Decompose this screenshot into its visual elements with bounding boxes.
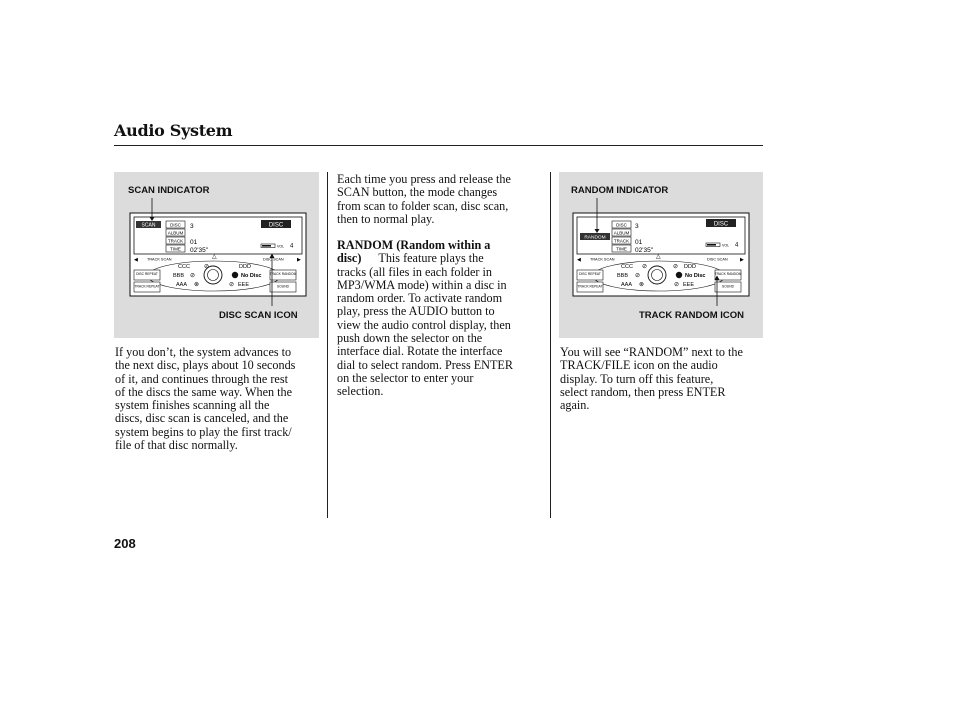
track-repeat-button: TRACK REPEAT (577, 284, 603, 289)
ccc-disc-icon: ⊘ (642, 264, 648, 270)
no-disc-icon (232, 272, 238, 278)
text-line: display. To turn off this feature, (560, 371, 714, 386)
disc-badge-label: DISC (268, 222, 284, 229)
prev-arrow-icon: ◀ (134, 257, 138, 263)
text-line: of it, and continues through the rest (115, 371, 288, 386)
dial-aaa: AAA (176, 282, 188, 288)
text-line: select random, then press ENTER (560, 384, 726, 399)
eee-disc-icon: ⊘ (674, 282, 680, 288)
random-audio-unit-illustration (559, 172, 763, 338)
disc-label: DISC (616, 222, 627, 228)
dial-bbb: BBB (173, 273, 185, 279)
dial-eee: EEE (683, 282, 695, 288)
text-line: Each time you press and release the (337, 172, 511, 186)
text-line (337, 252, 513, 265)
aaa-disc-icon: ⊗ (194, 282, 200, 288)
album-label: ALBUM (613, 230, 630, 236)
text-line: You will see “RANDOM” next to the (560, 345, 743, 359)
disc-number: 3 (635, 223, 639, 230)
random-mode-label: RANDOM (584, 235, 606, 241)
prev-arrow-icon: ◀ (577, 257, 581, 263)
text-line: MP3/WMA mode) within a disc in (337, 277, 507, 292)
text-line: play, press the AUDIO button to (337, 304, 495, 319)
text-line: push down the selector on the (337, 331, 483, 346)
eject-icon: △ (212, 254, 217, 260)
text-line: then to normal play. (337, 211, 435, 226)
title-rule (114, 145, 763, 146)
column-divider-right (550, 172, 551, 518)
text-line: selection. (337, 384, 384, 399)
right-column-paragraph (560, 346, 743, 412)
vol-label: VOL (722, 243, 730, 248)
random-heading-continued: disc) (337, 251, 362, 266)
eject-icon: △ (656, 254, 661, 260)
random-intro-text: This feature plays the (378, 251, 484, 266)
text-line: If you don’t, the system advances to (115, 345, 292, 359)
text-line: again. (560, 398, 590, 413)
sound-button: SOUND (722, 284, 734, 289)
dial-ccc: CCC (621, 264, 633, 270)
dial-ccc: CCC (178, 264, 190, 270)
aaa-disc-icon: ⊗ (639, 282, 645, 288)
elapsed-time: 02'35" (635, 247, 654, 254)
disc-label: DISC (170, 222, 181, 228)
random-heading: RANDOM (Random within a (337, 238, 491, 252)
eee-disc-icon: ⊘ (229, 282, 235, 288)
text-line: on the selector to enter your (337, 370, 474, 385)
text-line: tracks (all files in each folder in (337, 264, 492, 279)
disc-scan-icon-caption: DISC SCAN ICON (219, 310, 298, 321)
album-label: ALBUM (167, 230, 184, 236)
dial-bbb: BBB (617, 273, 629, 279)
scan-figure-panel (114, 172, 319, 338)
disc-scan-label: DISC SCAN (707, 257, 728, 262)
text-line: discs, disc scan is canceled, and the (115, 411, 289, 426)
dial-ddd: DDD (684, 264, 696, 270)
scan-mode-label: SCAN (141, 222, 156, 229)
column-divider-left (327, 172, 328, 518)
left-column-paragraph (115, 346, 295, 452)
text-line: from scan to folder scan, disc scan, (337, 198, 509, 213)
no-disc-icon (676, 272, 682, 278)
elapsed-time: 02'35" (190, 247, 209, 254)
dial-ddd: DDD (239, 264, 251, 270)
vol-value: 4 (735, 242, 739, 249)
track-number: 01 (190, 239, 198, 246)
dial-aaa: AAA (621, 282, 633, 288)
text-line: file of that disc normally. (115, 438, 238, 453)
text-line: random order. To activate random (337, 291, 503, 306)
track-repeat-button: TRACK REPEAT (134, 284, 160, 289)
text-line: the next disc, plays about 10 seconds (115, 358, 296, 373)
next-arrow-icon: ▶ (297, 257, 301, 263)
dial-no-disc: No Disc (685, 273, 706, 279)
next-arrow-icon: ▶ (740, 257, 744, 263)
random-section (337, 239, 513, 399)
random-figure-panel (559, 172, 763, 338)
text-line: TRACK/FILE icon on the audio (560, 358, 718, 373)
vol-value: 4 (290, 243, 294, 250)
page-number: 208 (114, 536, 136, 551)
text-line: of the discs the same way. When the (115, 384, 293, 399)
time-label: TIME (170, 246, 181, 252)
dial-no-disc: No Disc (241, 273, 262, 279)
bbb-disc-icon: ⊘ (190, 273, 196, 279)
track-label: TRACK (167, 238, 184, 244)
text-line: interface dial. Rotate the interface (337, 344, 503, 359)
middle-column-intro (337, 173, 511, 226)
text-line: dial to select random. Press ENTER (337, 357, 514, 372)
track-random-button: TRACK RANDOM (714, 272, 742, 276)
disc-badge-label: DISC (713, 221, 729, 228)
scan-audio-unit-illustration (114, 172, 319, 338)
disc-repeat-button: DISC REPEAT (136, 272, 158, 276)
text-line: system finishes scanning all the (115, 398, 270, 413)
time-label: TIME (616, 246, 627, 252)
track-random-icon-caption: TRACK RANDOM ICON (639, 310, 745, 321)
section-title: Audio System (114, 121, 233, 140)
interface-dial (648, 266, 666, 284)
scan-indicator-caption: SCAN INDICATOR (128, 185, 210, 196)
vol-label: VOL (277, 244, 285, 249)
random-indicator-caption: RANDOM INDICATOR (571, 185, 669, 196)
text-line: view the audio control display, then (337, 317, 511, 332)
track-label: TRACK (613, 238, 630, 244)
ddd-disc-icon: ⊘ (673, 264, 679, 270)
disc-scan-label: DISC SCAN (263, 257, 284, 262)
track-number: 01 (635, 239, 643, 246)
text-line: system begins to play the first track/ (115, 424, 292, 439)
track-scan-label: TRACK SCAN (147, 257, 172, 262)
ccc-disc-icon: ⊘ (204, 264, 210, 270)
disc-repeat-button: DISC REPEAT (579, 272, 601, 276)
track-scan-label: TRACK SCAN (590, 257, 615, 262)
track-random-button: TRACK RANDOM (269, 272, 297, 276)
dial-eee: EEE (238, 282, 250, 288)
text-line: SCAN button, the mode changes (337, 185, 498, 200)
sound-button: SOUND (277, 284, 289, 289)
bbb-disc-icon: ⊘ (635, 273, 641, 279)
disc-number: 3 (190, 223, 194, 230)
